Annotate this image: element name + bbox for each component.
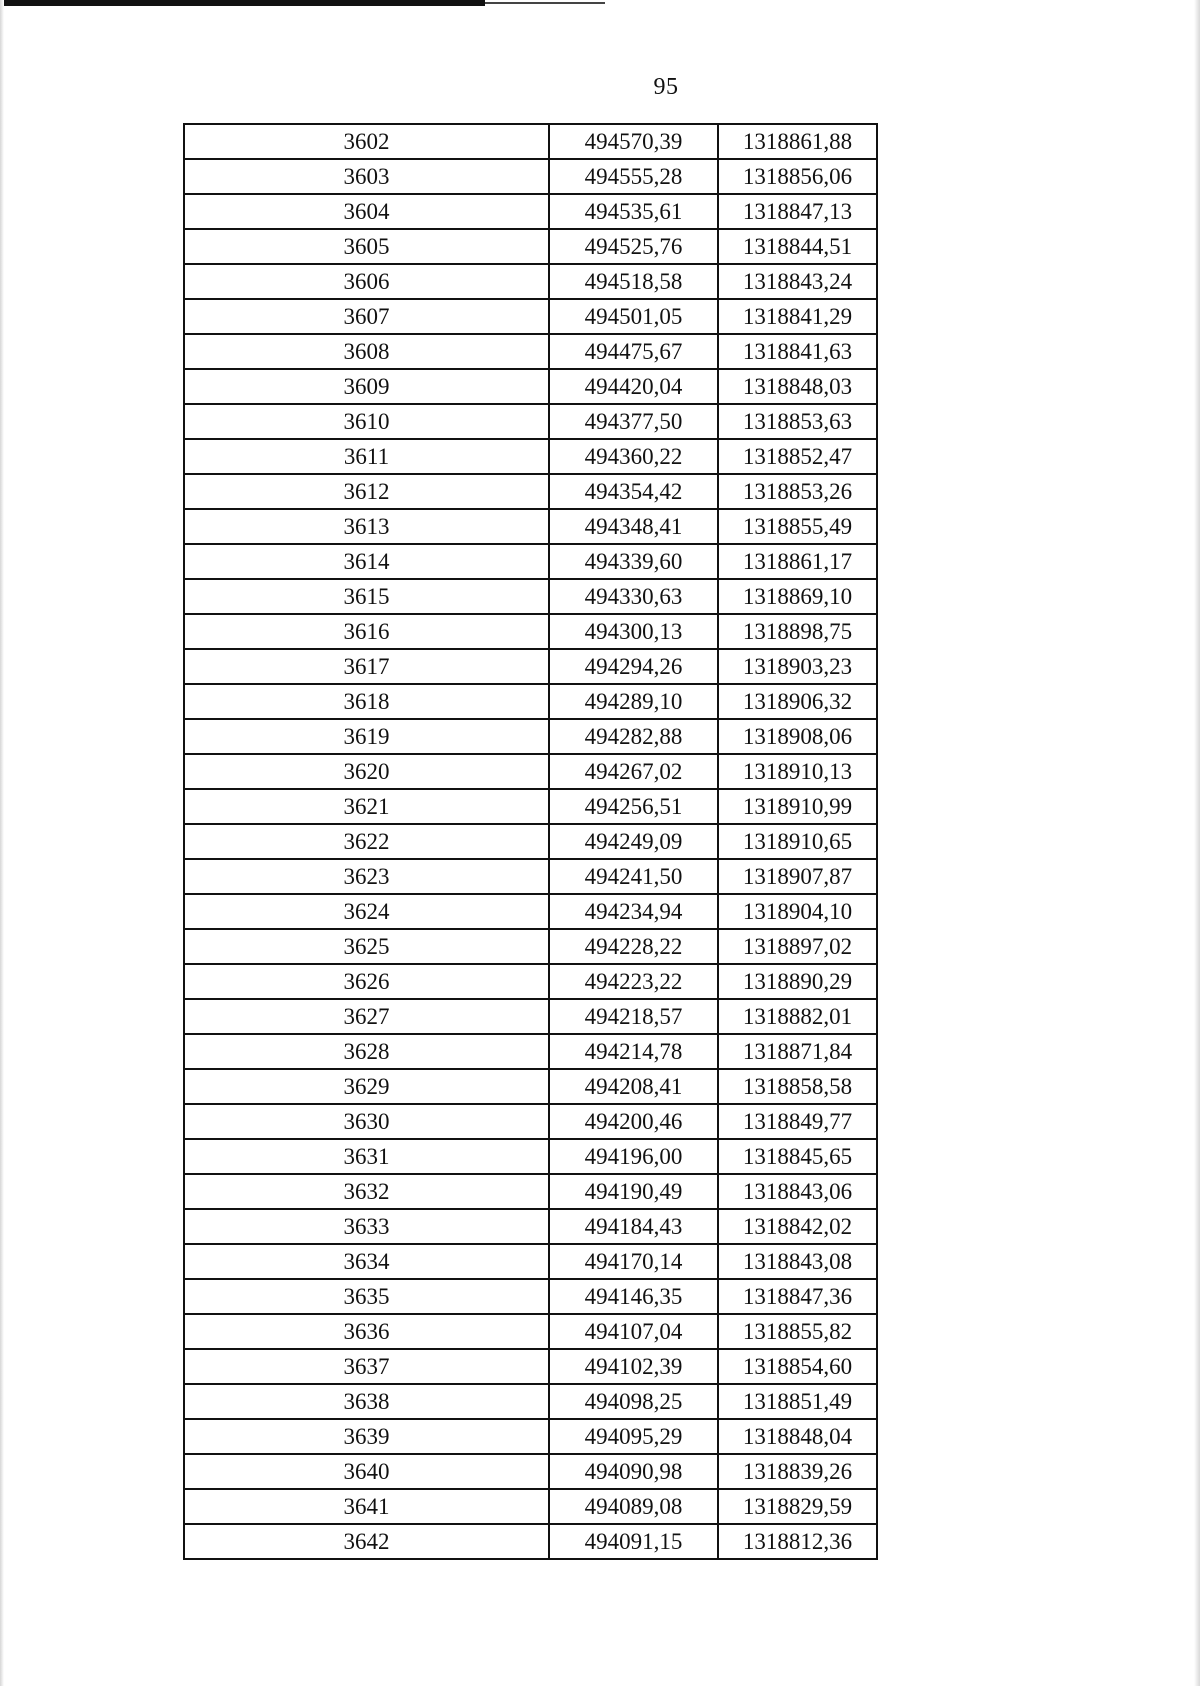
y-coordinate-cell: 1318843,06 xyxy=(718,1174,877,1209)
x-coordinate-cell: 494089,08 xyxy=(549,1489,718,1524)
x-coordinate-cell: 494196,00 xyxy=(549,1139,718,1174)
y-coordinate-cell: 1318910,13 xyxy=(718,754,877,789)
table-row xyxy=(184,369,877,404)
y-coordinate-cell: 1318847,13 xyxy=(718,194,877,229)
point-number-cell: 3635 xyxy=(184,1279,549,1314)
table-row xyxy=(184,509,877,544)
table-row xyxy=(184,719,877,754)
x-coordinate-cell: 494234,94 xyxy=(549,894,718,929)
point-number-cell: 3611 xyxy=(184,439,549,474)
x-coordinate-cell: 494095,29 xyxy=(549,1419,718,1454)
x-coordinate-cell: 494170,14 xyxy=(549,1244,718,1279)
x-coordinate-cell: 494200,46 xyxy=(549,1104,718,1139)
point-number-cell: 3618 xyxy=(184,684,549,719)
x-coordinate-cell: 494102,39 xyxy=(549,1349,718,1384)
point-number-cell: 3620 xyxy=(184,754,549,789)
table-row xyxy=(184,159,877,194)
table-row xyxy=(184,894,877,929)
x-coordinate-cell: 494208,41 xyxy=(549,1069,718,1104)
y-coordinate-cell: 1318903,23 xyxy=(718,649,877,684)
point-number-cell: 3612 xyxy=(184,474,549,509)
table-row xyxy=(184,1034,877,1069)
y-coordinate-cell: 1318848,04 xyxy=(718,1419,877,1454)
x-coordinate-cell: 494146,35 xyxy=(549,1279,718,1314)
point-number-cell: 3616 xyxy=(184,614,549,649)
y-coordinate-cell: 1318842,02 xyxy=(718,1209,877,1244)
x-coordinate-cell: 494107,04 xyxy=(549,1314,718,1349)
point-number-cell: 3610 xyxy=(184,404,549,439)
point-number-cell: 3630 xyxy=(184,1104,549,1139)
x-coordinate-cell: 494282,88 xyxy=(549,719,718,754)
table-row xyxy=(184,789,877,824)
point-number-cell: 3626 xyxy=(184,964,549,999)
y-coordinate-cell: 1318869,10 xyxy=(718,579,877,614)
scan-top-border xyxy=(0,0,485,6)
table-row xyxy=(184,194,877,229)
table-row xyxy=(184,579,877,614)
table-row xyxy=(184,859,877,894)
coordinates-table-body xyxy=(184,124,877,1559)
x-coordinate-cell: 494518,58 xyxy=(549,264,718,299)
table-row xyxy=(184,544,877,579)
table-row xyxy=(184,614,877,649)
y-coordinate-cell: 1318861,17 xyxy=(718,544,877,579)
y-coordinate-cell: 1318839,26 xyxy=(718,1454,877,1489)
table-row xyxy=(184,299,877,334)
point-number-cell: 3607 xyxy=(184,299,549,334)
point-number-cell: 3621 xyxy=(184,789,549,824)
x-coordinate-cell: 494339,60 xyxy=(549,544,718,579)
table-row xyxy=(184,929,877,964)
y-coordinate-cell: 1318856,06 xyxy=(718,159,877,194)
y-coordinate-cell: 1318812,36 xyxy=(718,1524,877,1559)
y-coordinate-cell: 1318849,77 xyxy=(718,1104,877,1139)
y-coordinate-cell: 1318829,59 xyxy=(718,1489,877,1524)
x-coordinate-cell: 494091,15 xyxy=(549,1524,718,1559)
point-number-cell: 3625 xyxy=(184,929,549,964)
table-row xyxy=(184,1209,877,1244)
x-coordinate-cell: 494555,28 xyxy=(549,159,718,194)
x-coordinate-cell: 494360,22 xyxy=(549,439,718,474)
coordinates-table xyxy=(183,123,878,1560)
point-number-cell: 3631 xyxy=(184,1139,549,1174)
y-coordinate-cell: 1318910,99 xyxy=(718,789,877,824)
y-coordinate-cell: 1318854,60 xyxy=(718,1349,877,1384)
table-row xyxy=(184,684,877,719)
y-coordinate-cell: 1318841,29 xyxy=(718,299,877,334)
x-coordinate-cell: 494228,22 xyxy=(549,929,718,964)
y-coordinate-cell: 1318843,08 xyxy=(718,1244,877,1279)
table-row xyxy=(184,964,877,999)
y-coordinate-cell: 1318843,24 xyxy=(718,264,877,299)
y-coordinate-cell: 1318904,10 xyxy=(718,894,877,929)
table-row xyxy=(184,1314,877,1349)
x-coordinate-cell: 494223,22 xyxy=(549,964,718,999)
point-number-cell: 3640 xyxy=(184,1454,549,1489)
table-row xyxy=(184,334,877,369)
y-coordinate-cell: 1318897,02 xyxy=(718,929,877,964)
x-coordinate-cell: 494354,42 xyxy=(549,474,718,509)
y-coordinate-cell: 1318871,84 xyxy=(718,1034,877,1069)
y-coordinate-cell: 1318853,26 xyxy=(718,474,877,509)
y-coordinate-cell: 1318908,06 xyxy=(718,719,877,754)
table-row xyxy=(184,474,877,509)
point-number-cell: 3641 xyxy=(184,1489,549,1524)
page-number: 95 xyxy=(653,74,679,100)
table-row xyxy=(184,1489,877,1524)
table-row xyxy=(184,1174,877,1209)
point-number-cell: 3603 xyxy=(184,159,549,194)
x-coordinate-cell: 494241,50 xyxy=(549,859,718,894)
point-number-cell: 3639 xyxy=(184,1419,549,1454)
y-coordinate-cell: 1318853,63 xyxy=(718,404,877,439)
point-number-cell: 3615 xyxy=(184,579,549,614)
y-coordinate-cell: 1318841,63 xyxy=(718,334,877,369)
point-number-cell: 3617 xyxy=(184,649,549,684)
x-coordinate-cell: 494525,76 xyxy=(549,229,718,264)
point-number-cell: 3623 xyxy=(184,859,549,894)
table-row xyxy=(184,1139,877,1174)
y-coordinate-cell: 1318898,75 xyxy=(718,614,877,649)
x-coordinate-cell: 494377,50 xyxy=(549,404,718,439)
point-number-cell: 3608 xyxy=(184,334,549,369)
point-number-cell: 3628 xyxy=(184,1034,549,1069)
x-coordinate-cell: 494420,04 xyxy=(549,369,718,404)
point-number-cell: 3624 xyxy=(184,894,549,929)
table-row xyxy=(184,999,877,1034)
table-row xyxy=(184,1419,877,1454)
y-coordinate-cell: 1318848,03 xyxy=(718,369,877,404)
y-coordinate-cell: 1318861,88 xyxy=(718,124,877,159)
x-coordinate-cell: 494256,51 xyxy=(549,789,718,824)
point-number-cell: 3634 xyxy=(184,1244,549,1279)
x-coordinate-cell: 494570,39 xyxy=(549,124,718,159)
y-coordinate-cell: 1318855,82 xyxy=(718,1314,877,1349)
y-coordinate-cell: 1318882,01 xyxy=(718,999,877,1034)
x-coordinate-cell: 494348,41 xyxy=(549,509,718,544)
x-coordinate-cell: 494267,02 xyxy=(549,754,718,789)
scan-right-edge xyxy=(1194,0,1200,1686)
table-row xyxy=(184,824,877,859)
point-number-cell: 3629 xyxy=(184,1069,549,1104)
y-coordinate-cell: 1318906,32 xyxy=(718,684,877,719)
point-number-cell: 3605 xyxy=(184,229,549,264)
coordinates-table-container xyxy=(183,123,878,1560)
x-coordinate-cell: 494098,25 xyxy=(549,1384,718,1419)
point-number-cell: 3642 xyxy=(184,1524,549,1559)
point-number-cell: 3619 xyxy=(184,719,549,754)
table-row xyxy=(184,1384,877,1419)
table-row xyxy=(184,229,877,264)
table-row xyxy=(184,1104,877,1139)
point-number-cell: 3637 xyxy=(184,1349,549,1384)
table-row xyxy=(184,439,877,474)
table-row xyxy=(184,649,877,684)
table-row xyxy=(184,124,877,159)
y-coordinate-cell: 1318858,58 xyxy=(718,1069,877,1104)
table-row xyxy=(184,404,877,439)
x-coordinate-cell: 494249,09 xyxy=(549,824,718,859)
point-number-cell: 3614 xyxy=(184,544,549,579)
point-number-cell: 3633 xyxy=(184,1209,549,1244)
point-number-cell: 3622 xyxy=(184,824,549,859)
point-number-cell: 3609 xyxy=(184,369,549,404)
scan-left-edge xyxy=(0,0,4,1686)
x-coordinate-cell: 494190,49 xyxy=(549,1174,718,1209)
y-coordinate-cell: 1318910,65 xyxy=(718,824,877,859)
point-number-cell: 3604 xyxy=(184,194,549,229)
x-coordinate-cell: 494300,13 xyxy=(549,614,718,649)
y-coordinate-cell: 1318907,87 xyxy=(718,859,877,894)
y-coordinate-cell: 1318852,47 xyxy=(718,439,877,474)
x-coordinate-cell: 494294,26 xyxy=(549,649,718,684)
table-row xyxy=(184,1279,877,1314)
table-row xyxy=(184,1524,877,1559)
point-number-cell: 3632 xyxy=(184,1174,549,1209)
table-row xyxy=(184,1454,877,1489)
point-number-cell: 3606 xyxy=(184,264,549,299)
table-row xyxy=(184,1244,877,1279)
y-coordinate-cell: 1318890,29 xyxy=(718,964,877,999)
scan-top-border-thin xyxy=(485,2,605,4)
point-number-cell: 3602 xyxy=(184,124,549,159)
point-number-cell: 3613 xyxy=(184,509,549,544)
table-row xyxy=(184,754,877,789)
y-coordinate-cell: 1318855,49 xyxy=(718,509,877,544)
x-coordinate-cell: 494535,61 xyxy=(549,194,718,229)
x-coordinate-cell: 494090,98 xyxy=(549,1454,718,1489)
x-coordinate-cell: 494218,57 xyxy=(549,999,718,1034)
y-coordinate-cell: 1318847,36 xyxy=(718,1279,877,1314)
x-coordinate-cell: 494289,10 xyxy=(549,684,718,719)
point-number-cell: 3627 xyxy=(184,999,549,1034)
x-coordinate-cell: 494475,67 xyxy=(549,334,718,369)
x-coordinate-cell: 494184,43 xyxy=(549,1209,718,1244)
y-coordinate-cell: 1318845,65 xyxy=(718,1139,877,1174)
table-row xyxy=(184,1069,877,1104)
point-number-cell: 3638 xyxy=(184,1384,549,1419)
table-row xyxy=(184,264,877,299)
point-number-cell: 3636 xyxy=(184,1314,549,1349)
x-coordinate-cell: 494501,05 xyxy=(549,299,718,334)
x-coordinate-cell: 494214,78 xyxy=(549,1034,718,1069)
table-row xyxy=(184,1349,877,1384)
x-coordinate-cell: 494330,63 xyxy=(549,579,718,614)
y-coordinate-cell: 1318844,51 xyxy=(718,229,877,264)
y-coordinate-cell: 1318851,49 xyxy=(718,1384,877,1419)
